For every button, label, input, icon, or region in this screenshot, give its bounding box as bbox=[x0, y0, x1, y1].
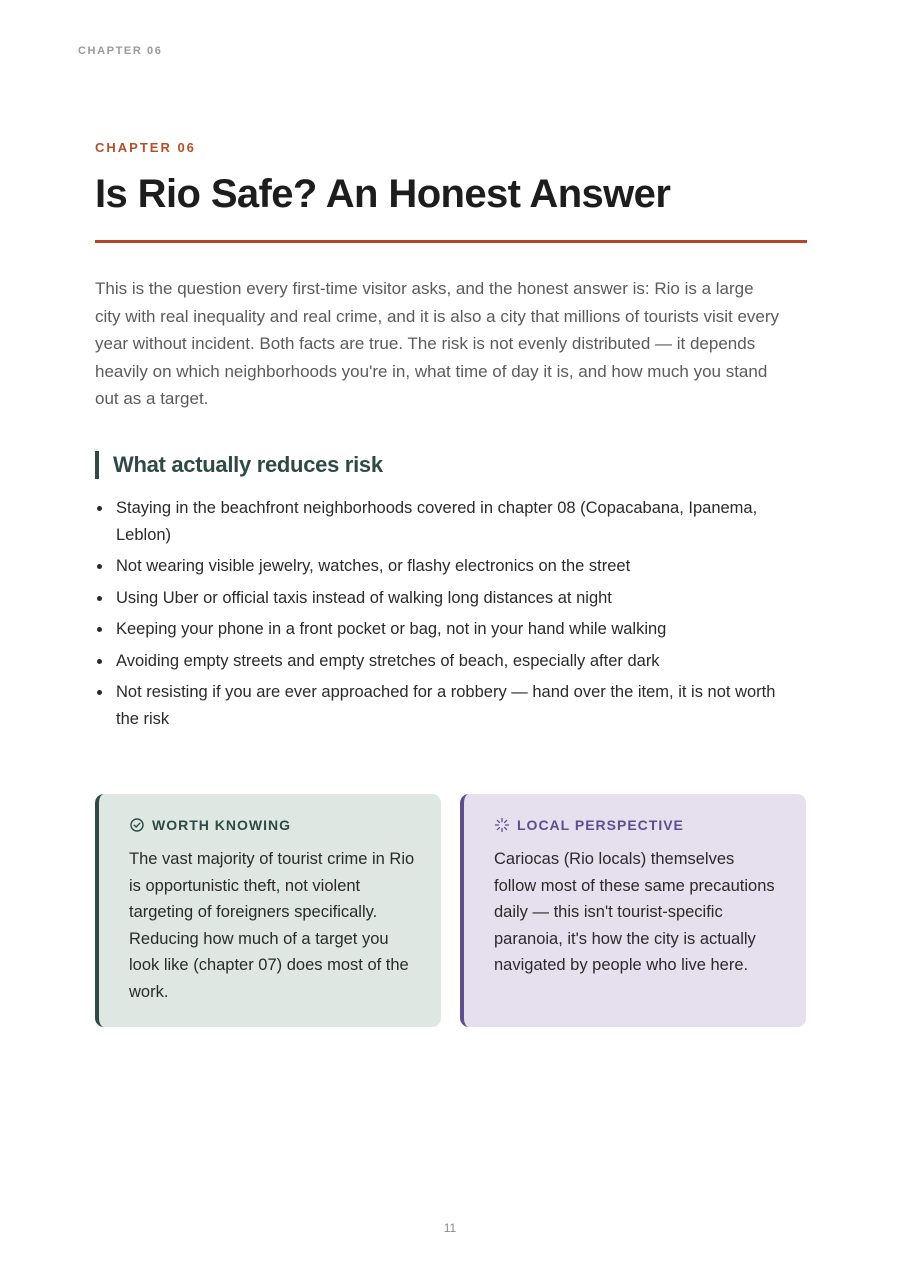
callout-body: Cariocas (Rio locals) themselves follow most of these same precautions daily — this isn't tourist-specific paranoia, it's how the city is actually navigated by people who live here. bbox=[494, 850, 775, 975]
check-circle-icon bbox=[129, 817, 145, 833]
local-perspective-callout bbox=[460, 794, 806, 1027]
list-item: Not wearing visible jewelry, watches, or flashy electronics on the street bbox=[95, 553, 785, 580]
running-header: CHAPTER 06 bbox=[78, 45, 163, 57]
intro-paragraph: This is the question every first-time visitor asks, and the honest answer is: Rio is a large city with real inequality and real crime, and it is also a city that millions of tourists visit every year without incident. Both facts are true. The risk is not evenly distributed — it depends heavily on which neighborhoods you're in, what time of day it is, and how much you stand out as a target. bbox=[95, 279, 780, 409]
list-item: Using Uber or official taxis instead of walking long distances at night bbox=[95, 585, 785, 612]
callout-header bbox=[494, 816, 780, 834]
page-number: 11 bbox=[443, 1221, 457, 1235]
callout-label: WORTH KNOWING bbox=[152, 817, 291, 833]
worth-knowing-callout bbox=[95, 794, 441, 1027]
risk-list bbox=[95, 495, 785, 734]
list-item: Staying in the beachfront neighborhoods covered in chapter 08 (Copacabana, Ipanema, Leblon) bbox=[95, 495, 785, 549]
section-heading: What actually reduces risk bbox=[95, 451, 807, 479]
title-divider bbox=[95, 240, 807, 243]
list-item: Keeping your phone in a front pocket or bag, not in your hand while walking bbox=[95, 616, 785, 643]
callout-label: LOCAL PERSPECTIVE bbox=[517, 817, 684, 833]
sparkle-icon bbox=[494, 817, 510, 833]
list-item: Avoiding empty streets and empty stretches of beach, especially after dark bbox=[95, 648, 785, 675]
callout-body: The vast majority of tourist crime in Rio is opportunistic theft, not violent targeting of foreigners specifically. Reducing how much of a target you look like (chapter 07) does most of the work. bbox=[129, 850, 415, 1001]
callout-header bbox=[129, 816, 415, 834]
list-item: Not resisting if you are ever approached for a robbery — hand over the item, it is not worth the risk bbox=[95, 679, 785, 733]
chapter-content bbox=[95, 140, 807, 738]
chapter-eyebrow: CHAPTER 06 bbox=[95, 140, 196, 155]
page-title: Is Rio Safe? An Honest Answer bbox=[95, 172, 671, 216]
callout-row bbox=[95, 794, 807, 1027]
